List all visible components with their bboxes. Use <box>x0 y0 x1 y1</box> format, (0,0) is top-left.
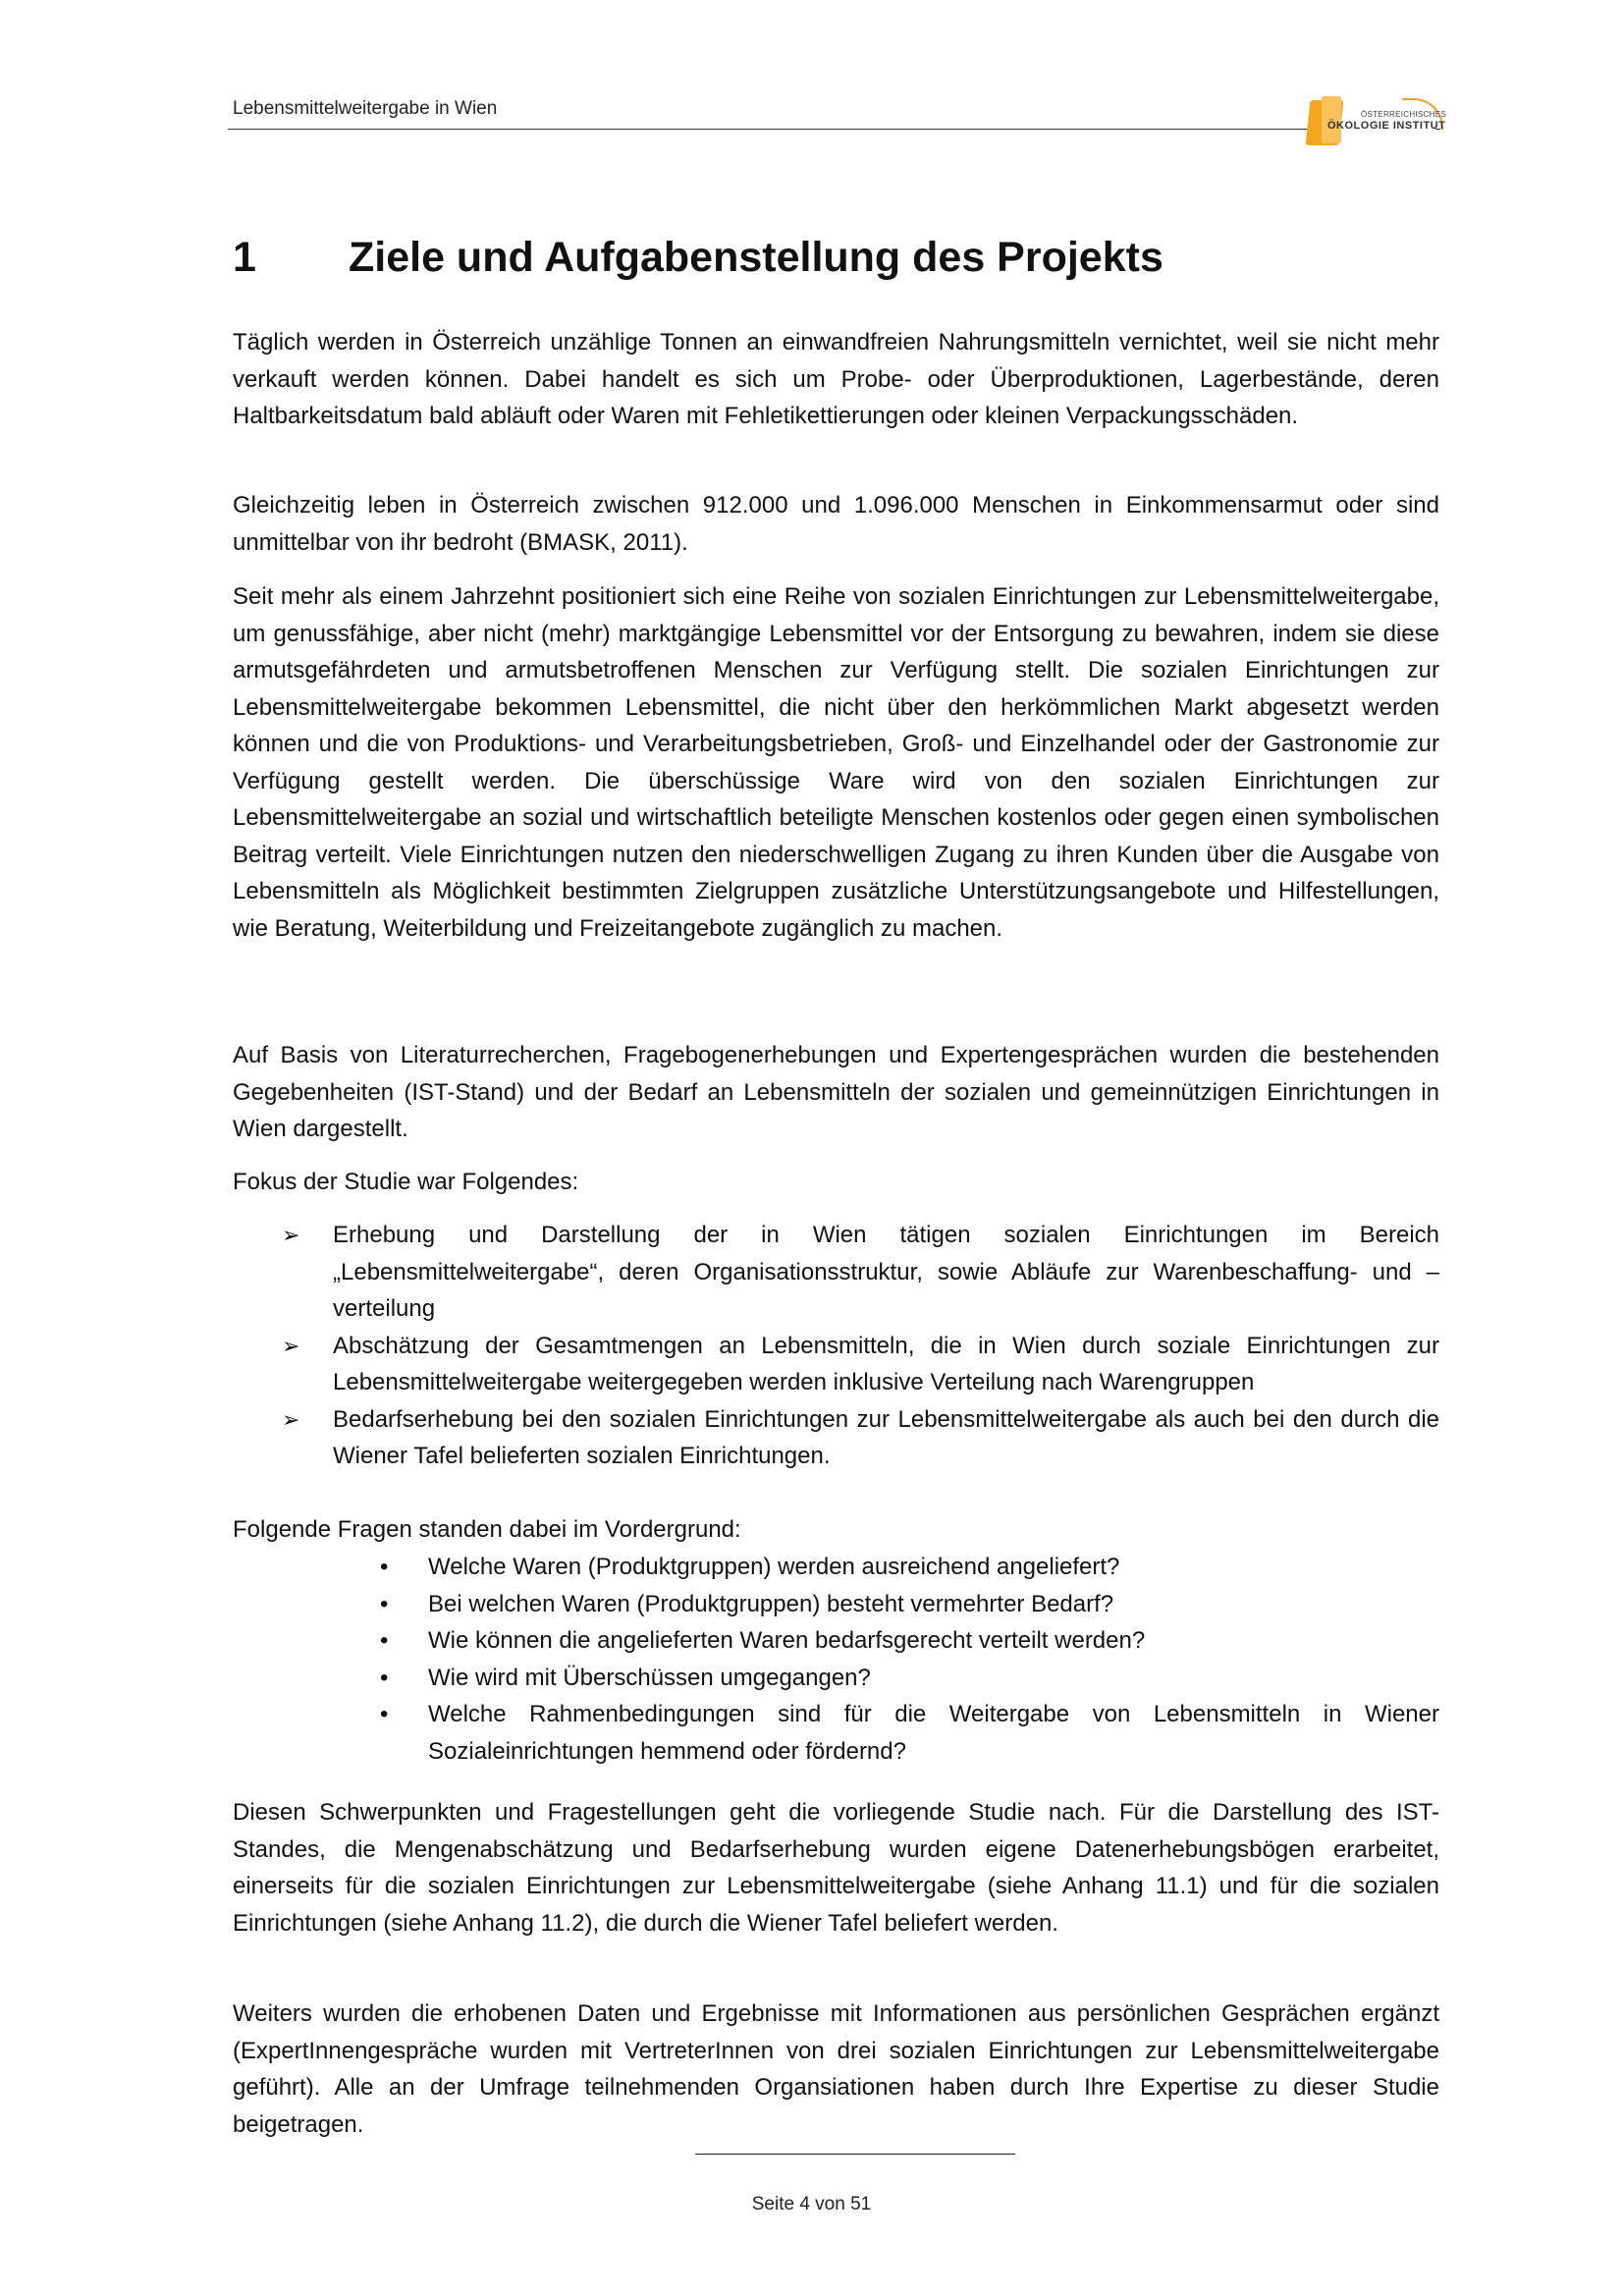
questions-intro: Folgende Fragen standen dabei im Vordergrund: <box>233 1516 741 1543</box>
page-number: Seite 4 von 51 <box>751 2194 872 2214</box>
list-item <box>233 1549 1439 1586</box>
paragraph: Seit mehr als einem Jahrzehnt positioniert sich eine Reihe von sozialen Einrichtungen zur Lebensmittelweitergabe, um genussfähige, aber nicht (mehr) marktgängige Lebensmittel vor der Entsorgung zu bewahren, indem sie diese armutsgefährdeten und armutsbetroffenen Menschen zur Verfügung stellt. Die sozialen Einrichtungen zur Lebensmittelweitergabe bekommen Lebensmittel, die nicht über den herkömmlichen Markt abgesetzt werden können und die von Produktions- und Verarbeitungsbetrieben, Groß- und Einzelhandel oder der Gastronomie zur Verfügung gestellt werden. Die überschüssige Ware wird von den sozialen Einrichtungen zur Lebensmittelweitergabe an sozial und wirtschaftlich beteiligte Menschen kostenlos oder gegen einen symbolischen Beitrag verteilt. Viele Einrichtungen nutzen den niederschwelligen Zugang zu ihren Kunden über die Ausgabe von Lebensmitteln als Möglichkeit bestimmten Zielgruppen zusätzliche Unterstützungsangebote und Hilfestellungen, wie Beratung, Weiterbildung und Freizeitangebote zugänglich zu machen. <box>233 583 1439 942</box>
logo-line2: ÖKOLOGIE INSTITUT <box>1327 120 1446 132</box>
section-heading <box>233 234 1163 282</box>
arrow-bullet-icon: ➢ <box>282 1333 300 1358</box>
list-item <box>233 1328 1439 1401</box>
section-title: Ziele und Aufgabenstellung des Projekts <box>349 234 1163 281</box>
paragraph: Gleichzeitig leben in Österreich zwischen 912.000 und 1.096.000 Menschen in Einkommensarmut oder sind unmittelbar von ihr bedroht (BMASK, 2011). <box>233 492 1439 556</box>
list-item-text: Welche Waren (Produktgruppen) werden ausreichend angeliefert? <box>428 1554 1120 1580</box>
list-item-text: Bei welchen Waren (Produktgruppen) besteht vermehrter Bedarf? <box>428 1590 1114 1617</box>
paragraph: Täglich werden in Österreich unzählige Tonnen an einwandfreien Nahrungsmitteln vernichtet, weil sie nicht mehr verkauft werden können. Dabei handelt es sich um Probe- oder Überproduktionen, Lagerbestände, deren Haltbarkeitsdatum bald abläuft oder Waren mit Fehletikettierungen oder kleinen Verpackungsschäden. <box>233 329 1439 429</box>
list-item-text: Erhebung und Darstellung der in Wien tätigen sozialen Einrichtungen im Bereich „Lebensmittelweitergabe“, deren Organisationsstruktur, sowie Abläufe zur Warenbeschaffung- und –verteilung <box>333 1222 1439 1322</box>
focus-list <box>233 1217 1439 1475</box>
list-item <box>233 1660 1439 1697</box>
footer-rule <box>695 2154 1015 2155</box>
arrow-bullet-icon: ➢ <box>282 1406 300 1432</box>
list-item <box>233 1696 1439 1770</box>
list-item-text: Abschätzung der Gesamtmengen an Lebensmitteln, die in Wien durch soziale Einrichtungen zur Lebensmittelweitergabe weitergegeben werden inklusive Verteilung nach Warengruppen <box>333 1332 1439 1395</box>
bullet-icon: • <box>380 1554 389 1580</box>
list-item-text: Welche Rahmenbedingungen sind für die Weitergabe von Lebensmitteln in Wiener Sozialeinrichtungen hemmend oder fördernd? <box>428 1701 1439 1765</box>
header-rule <box>228 129 1308 130</box>
oekologie-institut-logo <box>1304 94 1446 149</box>
list-item-text: Wie können die angelieferten Waren bedarfsgerecht verteilt werden? <box>428 1627 1146 1654</box>
list-item-text: Bedarfserhebung bei den sozialen Einrichtungen zur Lebensmittelweitergabe als auch bei den durch die Wiener Tafel belieferten sozialen Einrichtungen. <box>333 1405 1439 1469</box>
paragraph: Weiters wurden die erhobenen Daten und Ergebnisse mit Informationen aus persönlichen Gesprächen ergänzt (ExpertInnengespräche wurden mit VertreterInnen von drei sozialen Einrichtungen zur Lebensmittelweitergabe geführt). Alle an der Umfrage teilnehmenden Organsiationen haben durch Ihre Expertise zu dieser Studie beigetragen. <box>233 2000 1439 2138</box>
section-number: 1 <box>233 234 256 281</box>
list-item <box>233 1586 1439 1623</box>
paragraph: Diesen Schwerpunkten und Fragestellungen geht die vorliegende Studie nach. Für die Darstellung des IST-Standes, die Mengenabschätzung und Bedarfserhebung wurden eigene Datenerhebungsbögen erarbeitet, einerseits für die sozialen Einrichtungen zur Lebensmittelweitergabe (siehe Anhang 11.1) und für die sozialen Einrichtungen (siehe Anhang 11.2), die durch die Wiener Tafel beliefert werden. <box>233 1799 1439 1937</box>
logo-line1: ÖSTERREICHISCHES <box>1361 110 1447 119</box>
list-item <box>233 1622 1439 1660</box>
bullet-icon: • <box>380 1590 389 1617</box>
bullet-icon: • <box>380 1627 389 1654</box>
running-header: Lebensmittelweitergabe in Wien <box>233 98 498 119</box>
paragraph: Fokus der Studie war Folgendes: <box>233 1169 579 1195</box>
bullet-icon: • <box>380 1664 389 1691</box>
list-item-text: Wie wird mit Überschüssen umgegangen? <box>428 1664 871 1691</box>
arrow-bullet-icon: ➢ <box>282 1223 300 1247</box>
paragraph: Auf Basis von Literaturrecherchen, Fragebogenerhebungen und Expertengesprächen wurden die bestehenden Gegebenheiten (IST-Stand) und der Bedarf an Lebensmitteln der sozialen und gemeinnützigen Einrichtungen in Wien dargestellt. <box>233 1042 1439 1142</box>
bullet-icon: • <box>380 1701 389 1727</box>
questions-list <box>233 1549 1439 1770</box>
list-item <box>233 1217 1439 1328</box>
list-item <box>233 1401 1439 1475</box>
